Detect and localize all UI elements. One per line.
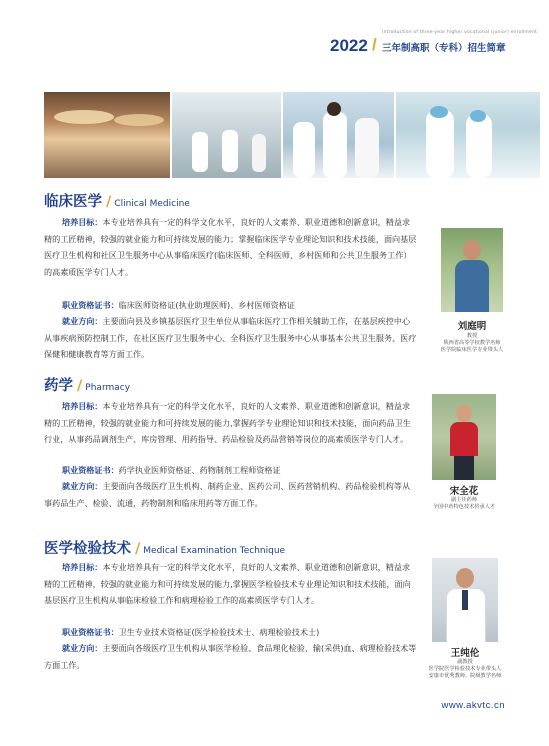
employment-text: 主要面向县及乡镇基层医疗卫生单位从事临床医疗工作相关辅助工作，在基层疾控中心从事疾病预防控制工作，在社区医疗卫生服务中心、全科医疗卫生服务中心从事基本公共卫生服务、医疗保健和健康教育等方面工作。 xyxy=(44,316,417,359)
certificate-text: 药学执业医师资格证、药物制剂工程师资格证 xyxy=(118,465,281,475)
section-title-cn: 医学检验技术 xyxy=(44,541,131,557)
training-goal-paragraph xyxy=(44,559,417,609)
section-title-en: Pharmacy xyxy=(85,383,131,393)
person-title: 教授 xyxy=(466,333,478,339)
employment-paragraph xyxy=(44,478,417,511)
person-desc: 医学院医学检验技术专业带头人 xyxy=(428,666,502,672)
label-employment: 就业方向： xyxy=(62,316,103,326)
section-title-medical-examination: 医学检验技术 / Medical Examination Technique xyxy=(44,541,286,557)
header-year: 2022 xyxy=(330,36,368,55)
employment-text: 主要面向各级医疗卫生机构、制药企业、医药公司、医药营销机构、药品检验机构等从事药品生产、检验、流通，药物制剂和临床用药等方面工作。 xyxy=(44,481,411,508)
person-title: 副主任药师 xyxy=(451,497,477,503)
label-employment: 就业方向： xyxy=(62,643,103,653)
person-title: 副教授 xyxy=(457,659,473,665)
banner-photo-practice xyxy=(396,92,540,178)
label-certificate: 职业资格证书： xyxy=(62,465,119,475)
section-title-cn: 药学 xyxy=(44,378,73,394)
employment-paragraph xyxy=(44,313,417,363)
person-desc: 安康市优秀教师、院级教学名师 xyxy=(428,673,502,679)
section-title-pharmacy: 药学 / Pharmacy xyxy=(44,378,131,394)
training-goal-text: 本专业培养具有一定的科学文化水平，良好的人文素养、职业道德和创新意识，精益求精的工匠精神，较强的就业能力和可持续发展的能力,掌握医学检验技术专业理论知识和技术技能，面向基层医疗卫生机构从事临床检验工作和病理检验工作的高素质医学专门人才。 xyxy=(44,562,411,605)
training-goal-text: 本专业培养具有一定的科学文化水平，良好的人文素养、职业道德和创新意识，精益求精的工匠精神，较强的就业能力和可持续发展的能力,掌握药学专业理论知识和技术技能，面向药品卫生行业，从事药品调剂生产、库房管理、用药指导、药品检验及药品营销等岗位的高素质医学专门人才。 xyxy=(44,401,411,444)
portrait-photo-wang xyxy=(432,558,498,642)
certificate-paragraph xyxy=(44,462,417,479)
certificate-paragraph xyxy=(44,297,417,314)
section-title-cn: 临床医学 xyxy=(44,194,102,210)
training-goal-text: 本专业培养具有一定的科学文化水平，良好的人文素养、职业道德和创新意识，精益求精的工匠精神，较强的就业能力和可持续发展的能力；掌握临床医学专业理论知识和技术技能，面向基层医疗卫生机构和社区卫生服务中心从事临床医疗(临床医师、全科医师、乡村医师和公共卫生服务工作）的高素质医学专门人才。 xyxy=(44,217,417,277)
person-desc: 全国中药特色技术传承人才 xyxy=(432,504,496,510)
certificate-text: 卫生专业技术资格证(医学检验技术士、病理检验技术士) xyxy=(118,627,320,637)
header-title: 三年制高职（专科）招生简章 xyxy=(382,43,506,54)
label-training-goal: 培养目标： xyxy=(62,217,103,227)
section-title-clinical-medicine: 临床医学 / Clinical Medicine xyxy=(44,194,190,210)
person-desc: 陕西省高等学校教学名师 xyxy=(443,340,501,346)
portrait-photo-song xyxy=(432,394,496,480)
person-name: 宋全花 xyxy=(449,486,479,497)
person-desc: 医学院临床医学专业带头人 xyxy=(440,347,504,353)
section-title-en: Clinical Medicine xyxy=(114,199,190,209)
training-goal-paragraph xyxy=(44,398,417,448)
person-name: 刘庭明 xyxy=(457,321,487,332)
page-header xyxy=(0,0,549,70)
person-name: 王纯伦 xyxy=(450,648,480,659)
employment-paragraph xyxy=(44,640,417,673)
portrait-photo-liu xyxy=(441,228,503,312)
banner-photo-lab xyxy=(172,92,281,178)
label-training-goal: 培养目标： xyxy=(62,562,103,572)
header-subtitle: Introduction of three-year higher vocational (junior) enrollment xyxy=(382,30,537,35)
certificate-paragraph xyxy=(44,624,417,641)
employment-text: 主要面向各级医疗卫生机构从事医学检验、食品理化检验、输(采供)血、病理检验技术等方面工作。 xyxy=(44,643,417,670)
header-slash: / xyxy=(372,35,377,54)
footer-website[interactable]: www.akvtc.cn xyxy=(441,700,505,711)
section-title-en: Medical Examination Technique xyxy=(143,546,286,556)
photo-banner xyxy=(44,92,540,178)
label-certificate: 职业资格证书： xyxy=(62,627,119,637)
banner-photo-hall xyxy=(44,92,170,178)
label-training-goal: 培养目标： xyxy=(62,401,103,411)
label-employment: 就业方向： xyxy=(62,481,103,491)
label-certificate: 职业资格证书： xyxy=(62,300,119,310)
certificate-text: 临床医师资格证(执业助理医师)、乡村医师资格证 xyxy=(118,300,295,310)
banner-photo-students xyxy=(283,92,394,178)
training-goal-paragraph xyxy=(44,214,417,280)
